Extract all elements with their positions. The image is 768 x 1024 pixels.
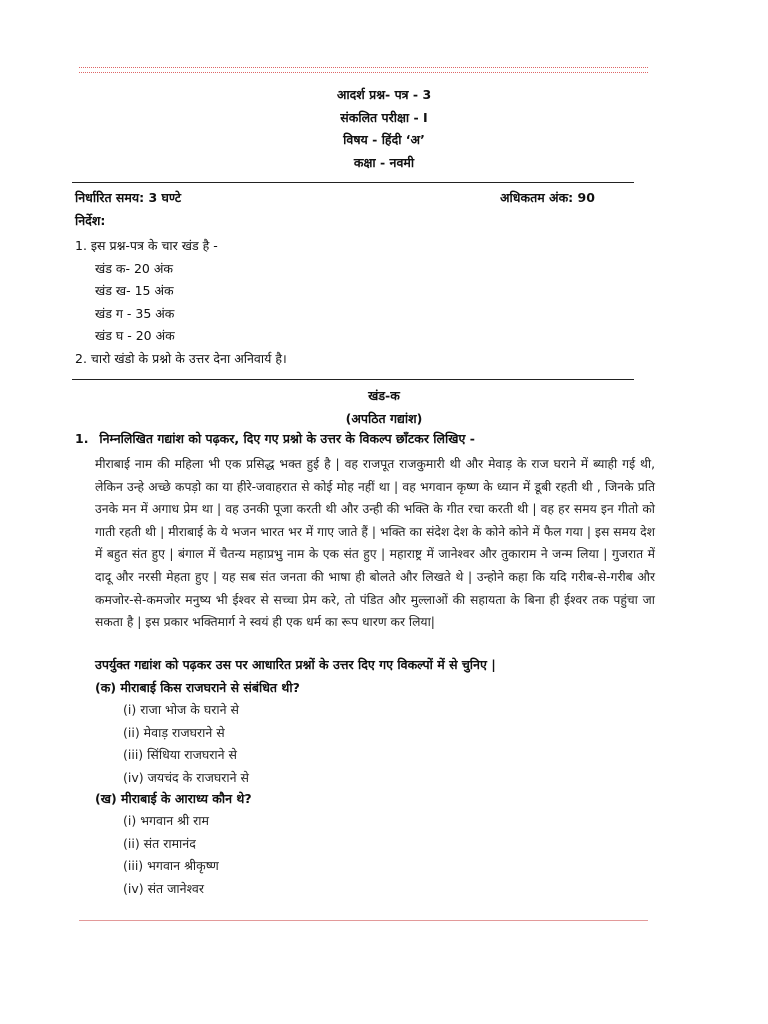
subquestion-ka: (क) मीराबाई किस राजघराने से संबंधित थी? (95, 680, 300, 695)
instruction-item: 2. चारो खंडो के प्रश्नो के उत्तर देना अनिवार्य है। (75, 350, 287, 366)
exam-name: संकलित परीक्षा - I (340, 109, 428, 125)
instructions-list (75, 235, 287, 370)
instructions-title: निर्देश: (75, 213, 106, 228)
option: (iv) जयचंद के राजघराने से (123, 769, 249, 785)
option: (ii) संत रामानंद (123, 835, 196, 851)
passage-directive: उपर्युक्त गद्यांश को पढ़कर उस पर आधारित प्रश्नों के उत्तर दिए गए विकल्पों में से चुनिए | (95, 657, 496, 672)
section-marks-item: खंड ख- 15 अंक (95, 283, 174, 298)
section-subtitle: (अपठित गद्यांश) (345, 410, 423, 426)
header-divider (72, 182, 634, 183)
top-decorative-border (79, 67, 648, 73)
option: (iii) सिंधिया राजघराने से (123, 747, 237, 762)
subquestion-ka-options (123, 699, 249, 789)
section-marks-item: खंड क- 20 अंक (95, 260, 173, 276)
class-level: कक्षा - नवमी (353, 154, 415, 170)
maximum-marks: अधिकतम अंक: 90 (500, 190, 595, 205)
section-marks-item: खंड घ - 20 अंक (95, 328, 175, 343)
section-heading (0, 385, 768, 430)
section-marks-item: खंड ग - 35 अंक (95, 305, 175, 321)
subject: विषय - हिंदी ‘अ’ (343, 132, 425, 147)
option: (i) राजा भोज के घराने से (123, 702, 239, 717)
paper-title: आदर्श प्रश्न- पत्र - 3 (336, 87, 432, 102)
subquestion-kha: (ख) मीराबाई के आराध्य कौन थे? (95, 791, 252, 806)
paper-header (0, 84, 768, 174)
subquestion-kha-options (123, 810, 219, 900)
option: (iv) संत जानेश्वर (123, 880, 204, 896)
instructions-divider (72, 379, 634, 380)
time-allowed: निर्धारित समय: 3 घण्टे (75, 190, 181, 205)
option: (iii) भगवान श्रीकृष्ण (123, 858, 219, 873)
instruction-item: 1. इस प्रश्न-पत्र के चार खंड है - (75, 238, 218, 253)
unseen-passage: मीराबाई नाम की महिला भी एक प्रसिद्ध भक्त हुई है | वह राजपूत राजकुमारी थी और मेवाड़ के राज घराने में ब्याही गई थी, लेकिन उन्हे अच्छे कपड़ो का या हीरे-जवाहरात से कोई मोह नहीं था | वह भगवान कृष्ण के ध्यान में डूबी रहती थी , जिनके प्रति उनके मन में अगाध प्रेम था | वह उनकी पूजा करती थी और उन्ही की भक्ति के गीत रचा करती थी | वह हर समय इन गीतो को गाती रहती थी | मीराबाई के ये भजन भारत भर में गाए जाते हैं | भक्ति का संदेश देश के कोने कोने में फैल गया | इस समय देश में बहुत संत हुए | बंगाल में चैतन्य महाप्रभु नाम के एक संत हुए | महाराष्ट्र में जानेश्वर और तुकाराम ने जन्म लिया | गुजरात में दादू और नरसी मेहता हुए | यह सब संत जनता की भाषा ही बोलते और लिखते थे | उन्होने कहा कि यदि गरीब-से-गरीब और कमजोर-से-कमजोर मनुष्य भी ईश्वर से सच्चा प्रेम करे, तो पंडित और मुल्लाओं की सहायता के बिना ही ईश्वर तक पहुंचा जा सकता है | इस प्रकार भक्तिमार्ग ने स्वयं ही एक धर्म का रूप धारण कर लिया| (95, 457, 655, 630)
bottom-decorative-border (79, 920, 648, 921)
option: (i) भगवान श्री राम (123, 813, 210, 828)
option: (ii) मेवाड़ राजघराने से (123, 724, 225, 740)
question-text: निम्नलिखित गद्यांश को पढ़कर, दिए गए प्रश्नो के उत्तर के विकल्प छाँटकर लिखिए - (99, 431, 475, 446)
section-title: खंड-क (368, 388, 400, 403)
question-1 (75, 430, 635, 447)
question-number: 1. (75, 431, 89, 446)
